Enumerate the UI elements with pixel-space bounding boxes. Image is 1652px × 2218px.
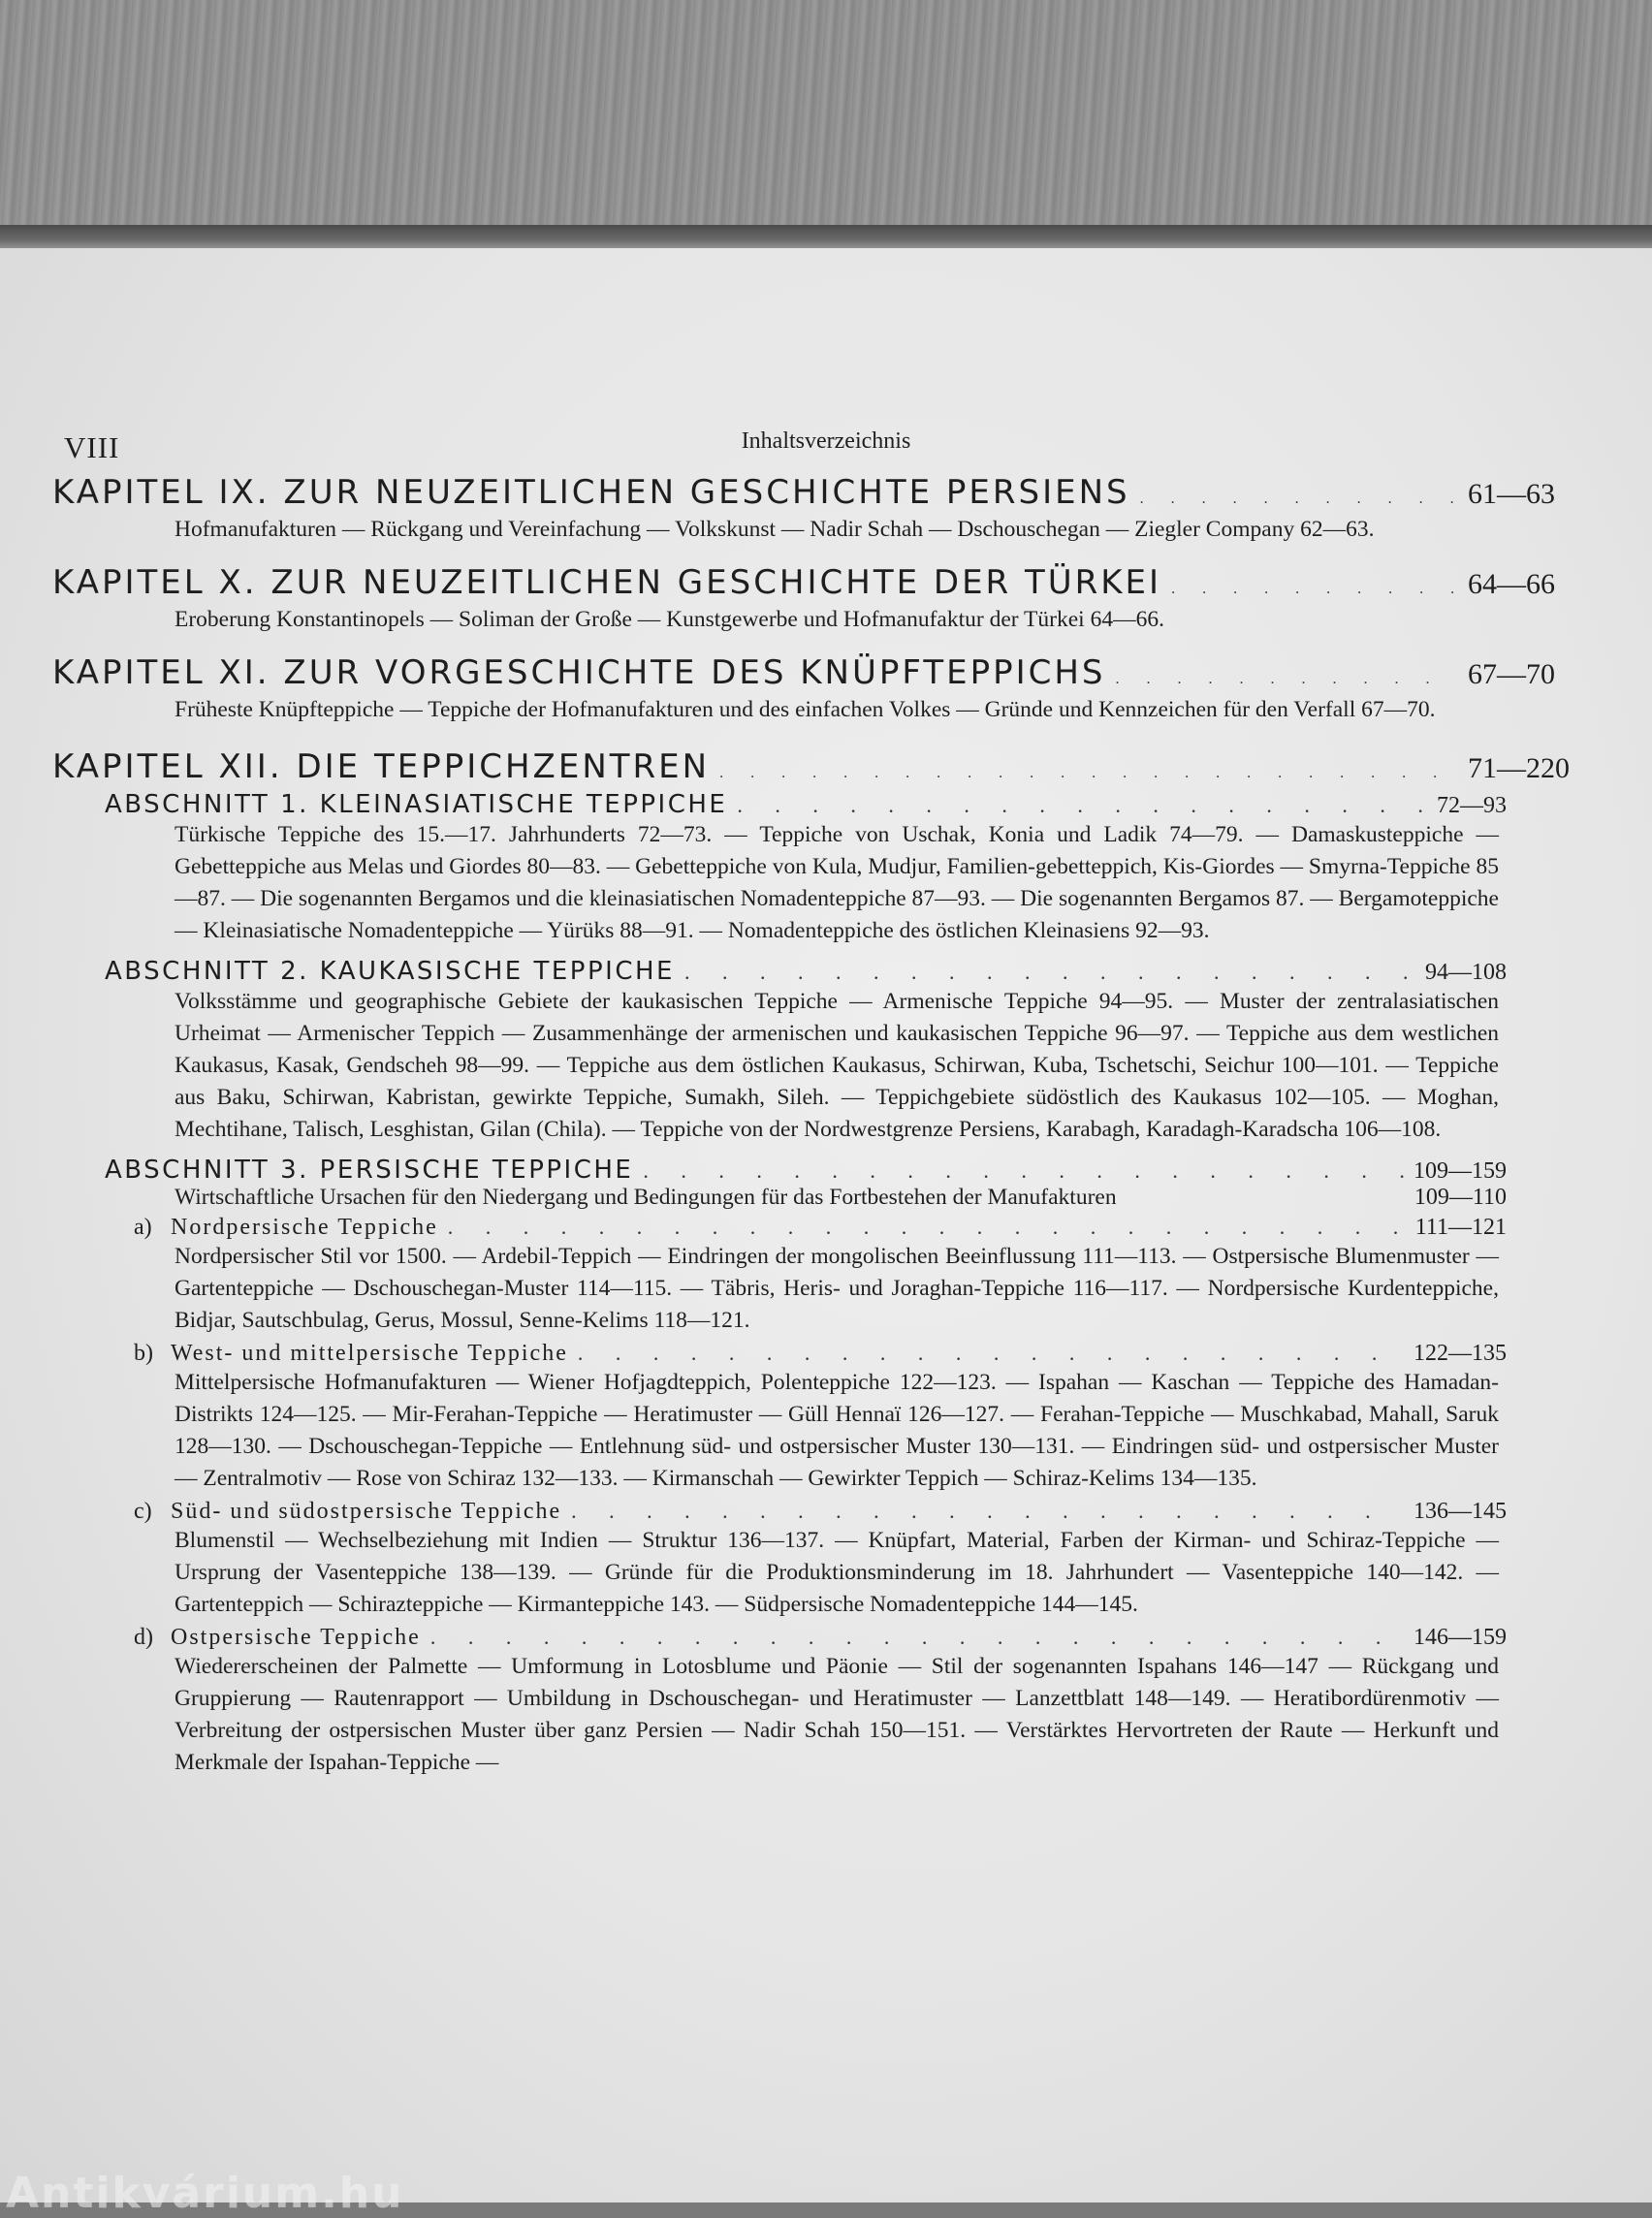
subsection-letter: a) (134, 1215, 152, 1240)
subsection-title: Ostpersische Teppiche (171, 1625, 421, 1650)
subsection-letter: d) (134, 1625, 153, 1650)
section-entry-3 (105, 1156, 1604, 1779)
dot-leader (727, 793, 1427, 818)
chapter-entry-x (52, 563, 1604, 602)
dot-leader (438, 1215, 1406, 1240)
chapter-pages: 67—70 (1468, 658, 1555, 690)
subsection-letter: b) (134, 1341, 153, 1366)
chapter-title: KAPITEL XII. DIE TEPPICHZENTREN (52, 747, 711, 786)
section-entry-2 (105, 957, 1604, 1146)
chapter-title: KAPITEL IX. ZUR NEUZEITLICHEN GESCHICHTE PERSIENS (52, 473, 1130, 512)
subsection-pages: 111—121 (1414, 1215, 1507, 1240)
chapter-title: KAPITEL XI. ZUR VORGESCHICHTE DES KNÜPFTEPPICHS (52, 653, 1106, 692)
section-title: ABSCHNITT 2. KAUKASISCHE TEPPICHE (105, 957, 675, 986)
subsection-title: West- und mittelpersische Teppiche (171, 1341, 568, 1366)
running-title: Inhaltsverzeichnis (741, 428, 911, 454)
book-page (0, 248, 1652, 2218)
subsection-description: Mittelpersische Hofmanufakturen — Wiener Hofjagdteppich, Polenteppiche 122—123. — Ispahan — Kaschan — Teppiche des Hamadan-Distrikts 124—125. — Mir-Ferahan-Teppiche — Heratimuster — Güll Hennaï 126—127. — Ferahan-Teppiche — Muschkabad, Mahall, Saruk 128—130. — Dschouschegan-Teppiche — Entlehnung süd- und ostpersischer Muster 130—131. — Eindringen süd- und ostpersischer Muster — Zentralmotiv — Rose von Schiraz 132—133. — Kirmanschah — Gewirkter Teppich — Schiraz-Kelims 134—135. (175, 1370, 1499, 1491)
subsection-description: Blumenstil — Wechselbeziehung mit Indien — Struktur 136—137. — Knüpfart, Material, Farben der Kirman- und Schiraz-Teppiche — Ursprung der Vasenteppiche 138—139. — Gründe für die Produktionsminderung im 18. Jahrhundert — Vasenteppiche 140—142. — Gartenteppich — Schirazteppiche — Kirmanteppiche 143. — Südpersische Nomadenteppiche 144—145. (175, 1528, 1499, 1617)
chapter-pages: 61—63 (1468, 478, 1555, 510)
chapter-description: Hofmanufakturen — Rückgang und Vereinfachung — Volkskunst — Nadir Schah — Dschouschegan — Ziegler Company 62—63. (175, 517, 1375, 542)
chapter-title: KAPITEL X. ZUR NEUZEITLICHEN GESCHICHTE DER TÜRKEI (52, 563, 1162, 602)
subsection-entry-a (134, 1215, 1604, 1337)
section-description: Volksstämme und geographische Gebiete der kaukasischen Teppiche — Armenische Teppiche 94—95. — Muster der zentralasiatischen Urheimat — Armenischer Teppich — Zusammenhänge der armenischen und kaukasischen Teppiche 96—97. — Teppiche aus dem westlichen Kaukasus, Kasak, Gendscheh 98—99. — Teppiche aus dem östlichen Kaukasus, Schirwan, Kuba, Tschetschi, Seichur 100—101. — Teppiche aus Baku, Schirwan, Kabristan, gewirkte Teppiche, Sumakh, Sileh. — Teppichgebiete südöstlich des Kaukasus 102—105. — Moghan, Mechtihane, Talisch, Lesghistan, Gilan (Chila). — Teppiche von der Nordwestgrenze Persiens, Karabagh, Karadagh-Karadscha 106—108. (175, 989, 1499, 1142)
subsection-description: Wiedererscheinen der Palmette — Umformung in Lotosblume und Päonie — Stil der sogenannten Ispahans 146—147 — Rückgang und Gruppierung — Rautenrapport — Umbildung in Dschouschegan- und Heratimuster — Lanzettblatt 148—149. — Heratibordürenmotiv — Verbreitung der ostpersischen Muster über ganz Persien — Nadir Schah 150—151. — Verstärktes Hervortreten der Raute — Herkunft und Merkmale der Ispahan-Teppiche — (175, 1654, 1499, 1775)
dot-leader (675, 960, 1415, 985)
book-spine-edge (0, 225, 1652, 250)
chapter-pages: 64—66 (1468, 568, 1555, 600)
section-title: ABSCHNITT 3. PERSISCHE TEPPICHE (105, 1156, 634, 1185)
subsection-pages: 146—159 (1414, 1625, 1507, 1650)
dot-leader (1161, 581, 1454, 598)
subsection-title: Nordpersische Teppiche (171, 1215, 438, 1240)
dot-leader (421, 1625, 1404, 1650)
dot-leader (1130, 491, 1454, 508)
subsection-entry-d (134, 1625, 1604, 1779)
section-entry-1 (105, 790, 1604, 947)
section-pages: 109—159 (1414, 1158, 1507, 1184)
section-pages: 94—108 (1425, 960, 1507, 985)
dot-leader (561, 1499, 1404, 1524)
subsection-title: Süd- und südostpersische Teppiche (171, 1499, 562, 1524)
subsection-pages: 122—135 (1414, 1341, 1507, 1366)
section-intro-pages: 109—110 (1414, 1185, 1507, 1210)
subsection-description: Nordpersischer Stil vor 1500. — Ardebil-Teppich — Eindringen der mongolischen Beeinflussung 111—113. — Ostpersische Blumenmuster — Gartenteppiche — Dschouschegan-Muster 114—115. — Täbris, Heris- und Joraghan-Teppiche 116—117. — Nordpersische Kurdenteppiche, Bidjar, Sautschbulag, Gerus, Mossul, Senne-Kelims 118—121. (175, 1244, 1499, 1333)
subsection-entry-c (134, 1499, 1604, 1621)
section-title: ABSCHNITT 1. KLEINASIATISCHE TEPPICHE (105, 790, 728, 819)
dot-leader (1106, 671, 1455, 688)
dot-leader (633, 1158, 1404, 1184)
subsection-pages: 136—145 (1414, 1499, 1507, 1524)
section-pages: 72—93 (1437, 793, 1507, 818)
section-intro: Wirtschaftliche Ursachen für den Niedergang und Bedingungen für das Fortbestehen der Manufakturen (175, 1185, 1117, 1210)
chapter-description: Eroberung Konstantinopels — Soliman der Große — Kunstgewerbe und Hofmanufaktur der Türkei 64—66. (175, 607, 1164, 632)
chapter-entry-xii (52, 747, 1604, 786)
subsection-entry-b (134, 1341, 1604, 1495)
watermark: Antikvárium.hu (6, 2169, 404, 2218)
chapter-entry-xi (52, 653, 1604, 692)
page-number: VIII (64, 430, 120, 464)
table-of-contents (52, 473, 1604, 1779)
subsection-letter: c) (134, 1499, 152, 1524)
chapter-description: Früheste Knüpfteppiche — Teppiche der Hofmanufakturen und des einfachen Volkes — Gründe und Kennzeichen für den Verfall 67—70. (175, 697, 1436, 722)
dot-leader (568, 1341, 1404, 1366)
background-surface (0, 0, 1652, 233)
chapter-entry-ix (52, 473, 1604, 512)
section-description: Türkische Teppiche des 15.—17. Jahrhunderts 72—73. — Teppiche von Uschak, Konia und Ladik 74—79. — Damaskusteppiche — Gebetteppiche aus Melas und Giordes 80—83. — Gebetteppiche von Kula, Mudjur, Familien-gebetteppich, Kis-Giordes — Smyrna-Teppiche 85—87. — Die sogenannten Bergamos und die kleinasiatischen Nomadenteppiche 87—93. — Die sogenannten Bergamos 87. — Bergamoteppiche — Kleinasiatische Nomadenteppiche — Yürüks 88—91. — Nomadenteppiche des östlichen Kleinasiens 92—93. (175, 822, 1499, 943)
dot-leader (710, 765, 1454, 782)
chapter-pages: 71—220 (1468, 752, 1570, 784)
